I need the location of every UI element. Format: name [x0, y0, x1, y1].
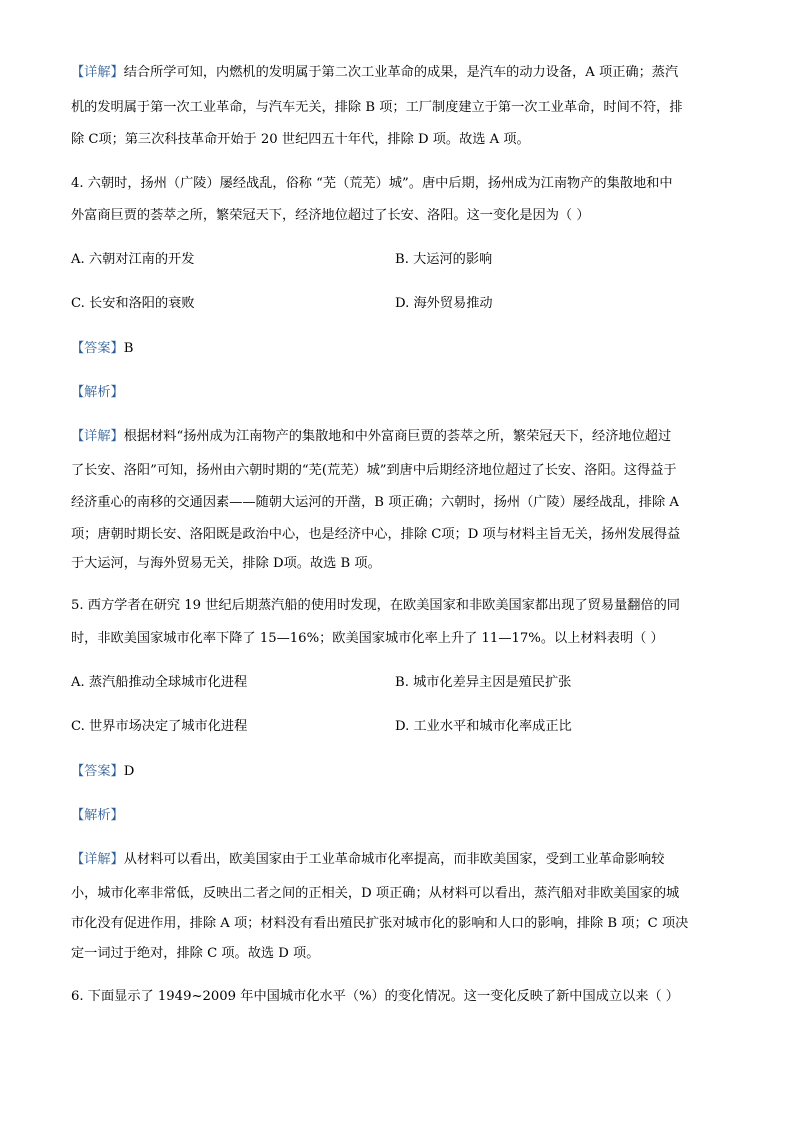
q4-option-b: B. 大运河的影响 — [395, 252, 493, 267]
q5-stem-line-1: 5. 西方学者在研究 19 世纪后期蒸汽船的使用时发现，在欧美国家和非欧美国家都出现了贸易量翻倍的同 — [71, 598, 680, 613]
q6-stem-line-1: 6. 下面显示了 1949~2009 年中国城市化水平（%）的变化情况。这一变化反映了新中国成立以来（ ） — [71, 989, 679, 1004]
q3-explain-line-1: 【详解】结合所学可知，内燃机的发明属于第二次工业革命的成果，是汽车的动力设备，A 项正确；蒸汽 — [71, 65, 679, 80]
q5-explain-line-1: 【详解】从材料可以看出，欧美国家由于工业革命城市化率提高，而非欧美国家，受到工业革命影响较 — [71, 852, 665, 867]
q4-explain-line-2: 了长安、洛阳”可知，扬州由六朝时期的“芜(荒芜）城”到唐中后期经济地位超过了长安、洛阳。这得益于 — [71, 463, 677, 478]
q5-stem-line-2: 时，非欧美国家城市化率下降了 15—16%；欧美国家城市化率上升了 11—17%。以上材料表明（ ） — [71, 631, 664, 646]
q4-explain-line-5: 于大运河，与海外贸易无关，排除 D项。故选 B 项。 — [71, 556, 381, 571]
q4-option-a: A. 六朝对江南的开发 — [71, 252, 195, 267]
explain-tag: 【详解】 — [71, 429, 124, 444]
q5-answer: 【答案】D — [71, 764, 135, 779]
q4-option-c: C. 长安和洛阳的衰败 — [71, 296, 195, 311]
q5-option-d: D. 工业水平和城市化率成正比 — [395, 719, 572, 734]
q5-analysis-tag: 【解析】 — [71, 808, 124, 823]
explain-tag: 【详解】 — [71, 65, 124, 80]
q3-explain-line-2: 机的发明属于第一次工业革命，与汽车无关，排除 B 项；工厂制度建立于第一次工业革命，时间不符，排 — [71, 100, 683, 115]
q5-explain-line-4: 定一词过于绝对，排除 C 项。故选 D 项。 — [71, 946, 320, 961]
q5-option-c: C. 世界市场决定了城市化进程 — [71, 719, 248, 734]
q5-option-a: A. 蒸汽船推动全球城市化进程 — [71, 675, 248, 690]
q5-explain-line-3: 市化没有促进作用，排除 A 项；材料没有看出殖民扩张对城市化的影响和人口的影响，排除 B 项；C 项决 — [71, 916, 689, 931]
q4-explain-line-4: 项；唐朝时期长安、洛阳既是政治中心，也是经济中心，排除 C项；D 项与材料主旨无关，扬州发展得益 — [71, 527, 681, 542]
q4-stem-line-2: 外富商巨贾的荟萃之所，繁荣冠天下，经济地位超过了长安、洛阳。这一变化是因为（ ） — [71, 208, 590, 223]
q4-answer: 【答案】B — [71, 341, 134, 356]
q4-explain-line-1: 【详解】根据材料“扬州成为江南物产的集散地和中外富商巨贾的荟萃之所，繁荣冠天下，经济地位超过 — [71, 429, 672, 444]
q4-option-d: D. 海外贸易推动 — [395, 296, 493, 311]
q4-stem-line-1: 4. 六朝时，扬州（广陵）屡经战乱，俗称 “芜（荒芜）城”。唐中后期，扬州成为江南物产的集散地和中 — [71, 176, 673, 191]
q5-option-b: B. 城市化差异主因是殖民扩张 — [395, 675, 572, 690]
q5-explain-line-2: 小，城市化率非常低，反映出二者之间的正相关，D 项正确；从材料可以看出，蒸汽船对非欧美国家的城 — [71, 886, 680, 901]
explain-tag: 【详解】 — [71, 852, 124, 867]
q4-explain-line-3: 经济重心的南移的交通因素——随朝大运河的开凿，B 项正确；六朝时，扬州（广陵）屡经战乱，排除 A — [71, 495, 679, 510]
answer-tag: 【答案】 — [71, 764, 124, 779]
q4-analysis-tag: 【解析】 — [71, 385, 124, 400]
q3-explain-line-3: 除 C项；第三次科技革命开始于 20 世纪四五十年代，排除 D 项。故选 A 项。 — [71, 132, 530, 147]
answer-tag: 【答案】 — [71, 341, 124, 356]
